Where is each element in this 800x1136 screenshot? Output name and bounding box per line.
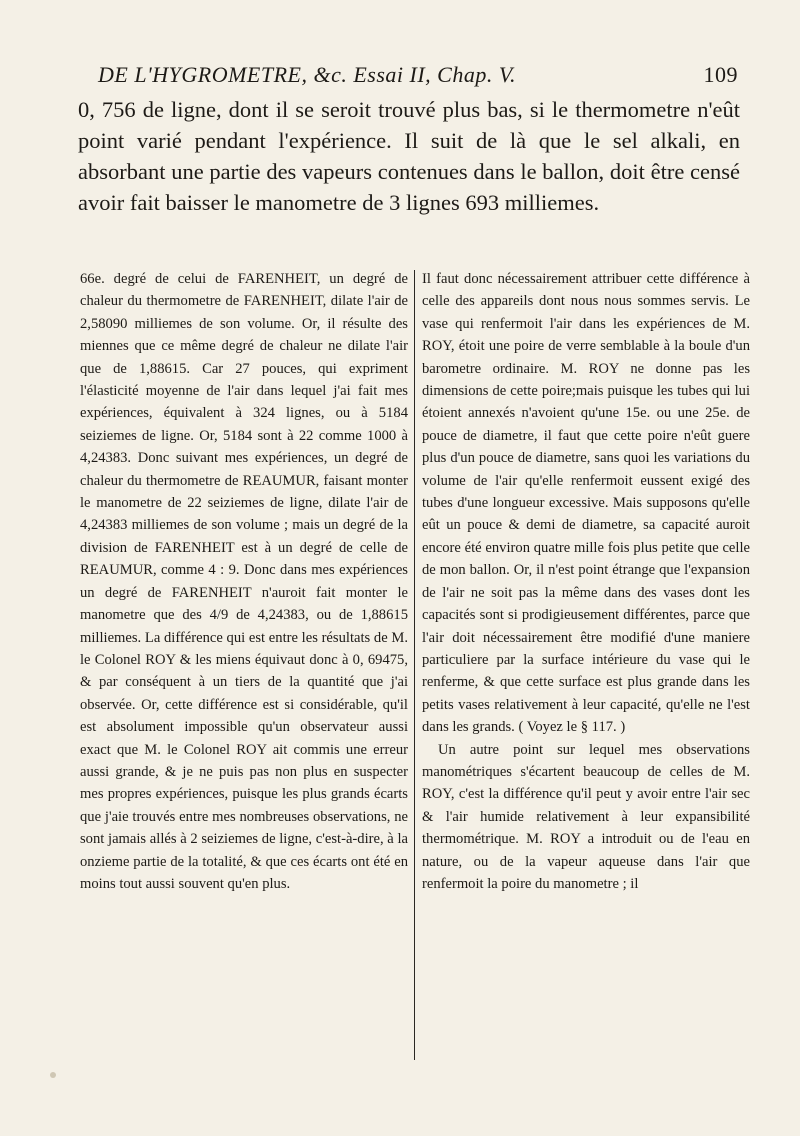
right-column bbox=[422, 268, 750, 895]
column-divider bbox=[414, 270, 415, 1060]
page-number: 109 bbox=[703, 62, 738, 87]
paper-speck bbox=[50, 1072, 56, 1078]
left-column bbox=[80, 268, 408, 895]
running-title: DE L'HYGROMETRE, &c. Essai II, Chap. V. bbox=[98, 62, 516, 87]
lead-paragraph: 0, 756 de ligne, dont il se seroit trouvé plus bas, si le thermometre n'eût point varié pendant l'expérience. Il suit de là que le sel alkali, en absorbant une partie des vapeurs contenues dans le ballon, doit être censé avoir fait baisser le manometre de 3 lignes 693 milliemes. bbox=[78, 97, 740, 215]
right-column-paragraph-1: Il faut donc nécessairement attribuer cette différence à celle des appareils dont nous nous sommes servis. Le vase qui renfermoit l'air dans les expériences de M. ROY, étoit une poire de verre semblable à la boule d'un barometre ordinaire. M. ROY ne donne pas les dimensions de cette poire;mais puisque les tubes qui lui étoient annexés n'avoient qu'une 15e. ou une 25e. de pouce de diametre, il faut que cette poire n'eût guere plus d'un pouce de diametre, sans quoi les variations du volume de l'air qu'elle renfermoit eussent exigé des tubes d'une longueur excessive. Mais supposons qu'elle eût un pouce & demi de diametre, sa capacité auroit encore été environ quatre mille fois plus petite que celle de mon ballon. Or, il n'est point étrange que l'expansion de l'air ne soit pas la même dans des vases dont les capacités sont si prodigieusement différentes, parce que l'air doit nécessairement être modifié d'une maniere particuliere par la surface intérieure du vase qui le renferme, & que cette surface est plus grande dans les petits vases relativement à leur capacité, qu'elle ne l'est dans les grands. ( Voyez le § 117. ) bbox=[422, 271, 750, 736]
running-header bbox=[98, 62, 738, 88]
left-column-paragraph: 66e. degré de celui de FARENHEIT, un degré de chaleur du thermometre de FARENHEIT, dilate l'air de 2,58090 milliemes de son volume. Or, il résulte des miennes que ce même degré de chaleur ne dilate l'air que de 1,88615. Car 27 pouces, qui expriment l'élasticité moyenne de l'air dans lequel j'ai fait mes expériences, équivalent à 324 lignes, ou à 5184 seiziemes de ligne. Or, 5184 sont à 22 comme 1000 à 4,24383. Donc suivant mes expériences, un degré de chaleur du thermometre de REAUMUR, faisant monter le manometre de 22 seiziemes de ligne, dilate l'air de 4,24383 milliemes de son volume ; mais un degré de la division de FARENHEIT est à un degré de celle de REAUMUR, comme 4 : 9. Donc dans mes expériences un degré de FARENHEIT n'auroit fait monter le manometre que des 4/9 de 4,24383, ou de 1,88615 milliemes. La différence qui est entre les résultats de M. le Colonel ROY & les miens équivaut donc à 0, 69475, & par conséquent à un tiers de la quantité que j'ai observée. Or, cette différence est si considérable, qu'il est absolument impossible qu'un observateur aussi exact que M. le Colonel ROY ait commis une erreur aussi grande, & je ne puis pas non plus en suspecter mes propres expériences, puisque les plus grands écarts que j'aie trouvés entre mes nombreuses observations, ne sont jamais allés à 2 seiziemes de ligne, c'est-à-dire, à la onzieme partie de la totalité, & que ces écarts ont été en moins tout aussi souvent qu'en plus. bbox=[80, 271, 408, 892]
right-column-paragraph-2: Un autre point sur lequel mes observations manométriques s'écartent beaucoup de celles de M. ROY, c'est la différence qu'il peut y avoir entre l'air sec & l'air humide relativement à leur expansibilité thermométrique. M. ROY a introduit ou de l'eau en nature, ou de la vapeur aqueuse dans l'air que renfermoit la poire du manometre ; il bbox=[422, 741, 750, 892]
